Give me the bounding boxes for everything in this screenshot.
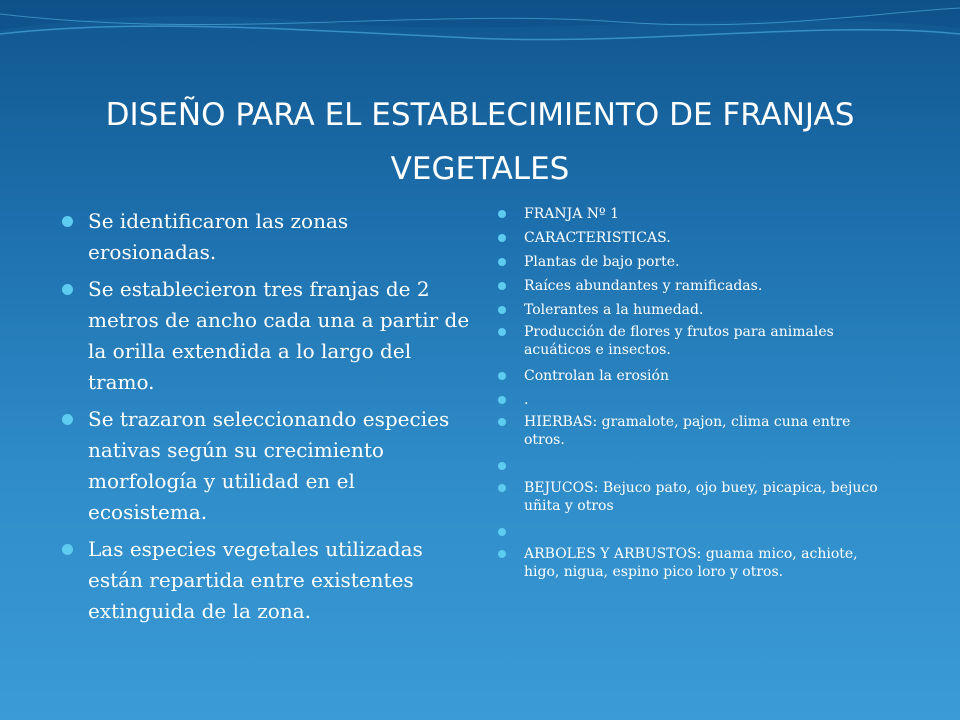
right-list-item-text: Producción de flores y frutos para animales acuáticos e insectos. [524, 324, 834, 358]
bullet-icon [498, 462, 506, 470]
right-list-item-text: BEJUCOS: Bejuco pato, ojo buey, picapica, bejuco uñita y otros [524, 480, 878, 514]
right-list-item-text: Tolerantes a la humedad. [524, 302, 704, 318]
bullet-icon [498, 258, 506, 266]
bullet-icon [498, 396, 506, 404]
left-list-item [62, 274, 472, 398]
bullet-icon [498, 282, 506, 290]
right-bullet-list [498, 203, 888, 581]
bullet-icon [498, 418, 506, 426]
left-list-item-text: Se trazaron seleccionando especies nativas según su crecimiento morfología y utilidad en el ecosistema. [88, 407, 450, 524]
right-list-item-text: Plantas de bajo porte. [524, 254, 680, 270]
right-list-item [498, 413, 888, 449]
right-list-item-text: HIERBAS: gramalote, pajon, clima cuna entre otros. [524, 414, 851, 448]
bullet-icon [498, 328, 506, 336]
left-list-item-text: Las especies vegetales utilizadas están repartida entre existentes extinguida de la zona. [88, 537, 423, 623]
right-list-item [498, 521, 888, 543]
left-list-item [62, 534, 472, 627]
right-list-item [498, 203, 888, 225]
right-list-item [498, 275, 888, 297]
left-list-item-text: Se identificaron las zonas erosionadas. [88, 209, 349, 264]
bullet-icon [498, 550, 506, 558]
bullet-icon [62, 544, 73, 555]
left-column [62, 206, 472, 633]
right-list-item [498, 365, 888, 387]
slide-title-line-2: VEGETALES [390, 151, 570, 187]
bullet-icon [498, 306, 506, 314]
right-list-item [498, 299, 888, 321]
slide-title [40, 88, 920, 196]
left-list-item-text: Se establecieron tres franjas de 2 metros de ancho cada una a partir de la orilla extendida a lo largo del tramo. [88, 277, 470, 394]
left-bullet-list [62, 206, 472, 627]
right-column [498, 203, 888, 587]
decorative-wave [0, 0, 960, 90]
left-list-item [62, 206, 472, 268]
slide-title-line-1: DISEÑO PARA EL ESTABLECIMIENTO DE FRANJAS [105, 97, 855, 133]
bullet-icon [498, 210, 506, 218]
bullet-icon [498, 372, 506, 380]
right-list-item-text: . [524, 392, 529, 408]
left-list-item [62, 404, 472, 528]
bullet-icon [62, 216, 73, 227]
bullet-icon [498, 234, 506, 242]
right-list-item [498, 323, 888, 359]
right-list-item [498, 389, 888, 411]
bullet-icon [498, 484, 506, 492]
right-list-item [498, 455, 888, 477]
right-list-item [498, 479, 888, 515]
right-list-item-text: ARBOLES Y ARBUSTOS: guama mico, achiote, higo, nigua, espino pico loro y otros. [524, 546, 858, 580]
right-list-item-text: FRANJA Nº 1 [524, 206, 619, 222]
bullet-icon [62, 284, 73, 295]
right-list-item-text: Raíces abundantes y ramificadas. [524, 278, 763, 294]
right-list-item [498, 227, 888, 249]
right-list-item [498, 545, 888, 581]
bullet-icon [498, 528, 506, 536]
bullet-icon [62, 414, 73, 425]
right-list-item [498, 251, 888, 273]
right-list-item-text: Controlan la erosión [524, 368, 669, 384]
right-list-item-text: CARACTERISTICAS. [524, 230, 671, 246]
